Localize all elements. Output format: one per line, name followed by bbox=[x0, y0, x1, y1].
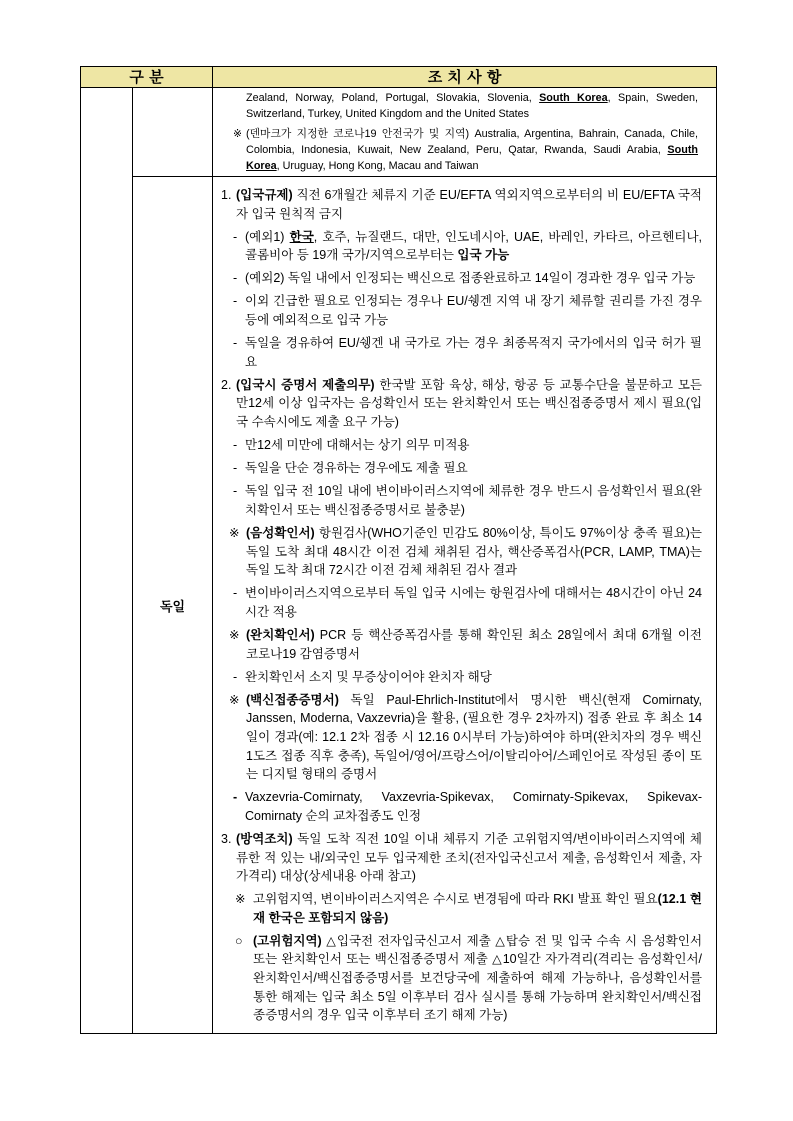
table-row bbox=[81, 88, 717, 177]
item-text bbox=[246, 626, 702, 663]
item-body: (예외2) 독일 내에서 인정되는 백신으로 접종완료하고 14일이 경과한 경우 입국 가능 bbox=[245, 271, 696, 286]
item-text: (덴마크가 지정한 코로나19 안전국가 및 지역) Australia, Argentina, Bahrain, Canada, Chile, Colombia, Indonesia, Kuwait, New Zealand, Peru, Qatar, Rwanda, Saudi Arabia, bbox=[246, 128, 699, 156]
list-marker: ※ bbox=[229, 692, 240, 707]
highlight-korea: South Korea bbox=[539, 92, 608, 104]
measures-cell bbox=[213, 177, 717, 1034]
list-marker: ※ bbox=[229, 526, 240, 540]
item-body: 변이바이러스지역으로부터 독일 입국 시에는 항원검사에 대해서는 48시간이 아닌 24시간 적용 bbox=[245, 586, 703, 619]
entry-restriction-item bbox=[221, 186, 702, 223]
item-text bbox=[246, 691, 702, 784]
item-text bbox=[245, 436, 702, 455]
region-cell bbox=[81, 88, 133, 1034]
item-emphasis: 입국 가능 bbox=[457, 248, 510, 263]
safe-country-list-paragraph bbox=[246, 90, 698, 122]
item-text: , Spain, Sweden, Switzerland, Turkey, United Kingdom and the United States bbox=[246, 92, 699, 120]
item-body: 직전 6개월간 체류지 기준 EU/EFTA 역외지역으로부터의 비 EU/EFTA 국적자 입국 원칙적 금지 bbox=[236, 188, 703, 221]
highlight-korea: 한국 bbox=[289, 229, 314, 244]
item-body: 항원검사(WHO기준인 민감도 80%이상, 특이도 97%이상 충족 필요)는 독일 도착 최대 48시간 이전 검체 채취된 검사, 핵산증폭검사(PCR, LAMP, TMA)는 독일 도착 최대 72시간 이전 검체 채취된 검사 결과 bbox=[246, 526, 703, 578]
item-text bbox=[245, 668, 702, 687]
item-heading: (방역조치) bbox=[236, 831, 293, 846]
denmark-safe-country-note bbox=[221, 126, 698, 174]
item-body: 이외 긴급한 필요로 인정되는 경우나 EU/쉥겐 지역 내 장기 체류할 권리를 가진 경우 등에 예외적으로 입국 가능 bbox=[245, 294, 703, 328]
list-marker: - bbox=[233, 271, 238, 286]
item-body: Vaxzevria-Comirnaty, Vaxzevria-Spikevax, Comirnaty-Spikevax, Spikevax-Comirnaty 순의 교차접종도 인정 bbox=[245, 790, 703, 823]
item-body: 독일 도착 직전 10일 이내 체류지 기준 고위험지역/변이바이러스지역에 체류한 적 있는 내/외국인 모두 입국제한 조치(전자입국신고서 제출, 음성확인서 제출, 자가격리) 대상(상세내용 아래 참고) bbox=[236, 831, 703, 884]
urgent-exception-item bbox=[221, 292, 702, 329]
item-body: 고위험지역, 변이바이러스지역은 수시로 변경됨에 따라 RKI 발표 확인 필요 bbox=[253, 892, 658, 907]
list-marker: - bbox=[233, 669, 238, 684]
list-marker: - bbox=[233, 438, 238, 453]
note-text bbox=[246, 126, 698, 174]
item-text bbox=[236, 830, 702, 886]
list-marker: - bbox=[233, 336, 238, 351]
item-text bbox=[245, 292, 702, 329]
item-heading: (입국규제) bbox=[236, 188, 293, 202]
list-marker: - bbox=[233, 294, 238, 309]
list-marker: - bbox=[233, 790, 238, 805]
exception-2-item bbox=[221, 269, 702, 288]
measures-cell-continued bbox=[213, 88, 717, 177]
item-text: Zealand, Norway, Poland, Portugal, Slovakia, Slovenia, bbox=[246, 92, 540, 104]
item-text bbox=[236, 186, 702, 223]
list-marker: - bbox=[233, 461, 238, 476]
item-text bbox=[245, 482, 702, 519]
recovery-certificate-note bbox=[221, 626, 702, 663]
vaccination-certificate-note bbox=[221, 691, 702, 784]
item-body: △입국전 전자입국신고서 제출 △탑승 전 및 입국 수속 시 음성확인서 또는 완치확인서 또는 백신접종증명서 제출 △10일간 자가격리(격리는 음성확인서/완치확인서/백신접종증명서를 보건당국에 제출하여 해제 가능하나, 음성확인서를 통한 해제는 입국 최소 5일 이후부터 검사 실시를 통해 가능하며 완치확인서/백신접종증명서의 경우 입국 이후부터 조기 해제 가능) bbox=[253, 933, 703, 1023]
highlight-korea: South Korea bbox=[246, 144, 699, 172]
item-body: 한국발 포함 육상, 해상, 항공 등 교통수단을 불문하고 모든 만12세 이상 입국자는 음성확인서 또는 완치확인서 또는 백신접종증명서 제시 필요(입국 수속시에도 제출 요구 가능) bbox=[236, 377, 703, 430]
item-body: PCR 등 핵산증폭검사를 통해 확인된 최소 28일에서 최대 6개월 이전 코로나19 감염증명서 bbox=[246, 627, 703, 661]
item-body: , 호주, 뉴질랜드, 대만, 인도네시아, UAE, 바레인, 카타르, 아르헨티나, 콜롬비아 등 19개 국가/지역으로부터는 bbox=[245, 229, 703, 263]
item-heading: (백신접종증명서) bbox=[246, 692, 339, 707]
item-text bbox=[246, 524, 702, 580]
item-text bbox=[253, 932, 702, 1025]
item-heading: (완치확인서) bbox=[246, 627, 315, 642]
measures-table bbox=[80, 66, 717, 1034]
item-emphasis: (12.1 현재 한국은 포함되지 않음) bbox=[253, 892, 703, 925]
certificate-obligation-item bbox=[221, 376, 702, 432]
table-row bbox=[81, 177, 717, 1034]
list-marker: - bbox=[233, 484, 238, 499]
exception-1-item bbox=[221, 228, 702, 265]
item-body: 독일 Paul-Ehrlich-Institut에서 명시한 백신(현재 Comirnaty, Janssen, Moderna, Vaxzevria)을 활용, (필요한 경우 2차까지) 접종 완료 후 최소 14일이 경과(예: 12.1 2차 접종 시 12.16 0시부터 가능)하여야 하며(완치자의 경우 백신 1도즈 접종 직후 충족), 독일어/영어/프랑스어/이탈리아어/스페인어로 작성된 종이 또는 디지털 형태의 증명서 bbox=[246, 692, 703, 782]
list-marker: 1. bbox=[221, 188, 232, 202]
list-marker: 3. bbox=[221, 831, 232, 846]
variant-antigen-item bbox=[221, 584, 702, 621]
high-risk-area-item bbox=[221, 932, 702, 1025]
list-marker: - bbox=[233, 229, 238, 244]
under-12-item bbox=[221, 436, 702, 455]
list-marker: ※ bbox=[233, 128, 243, 140]
list-marker: ○ bbox=[235, 933, 243, 948]
list-marker: 2. bbox=[221, 377, 232, 392]
item-text bbox=[245, 788, 702, 825]
quarantine-measures-item bbox=[221, 830, 702, 886]
item-text bbox=[236, 376, 702, 432]
item-text bbox=[245, 459, 702, 478]
item-body: 완치확인서 소지 및 무증상이어야 완치자 해당 bbox=[245, 669, 492, 684]
item-text: , Uruguay, Hong Kong, Macau and Taiwan bbox=[276, 160, 479, 172]
variant-area-item bbox=[221, 482, 702, 519]
item-body: 독일 입국 전 10일 내에 변이바이러스지역에 체류한 경우 반드시 음성확인서 필요(완치확인서 또는 백신접종증명서로 불충분) bbox=[245, 484, 703, 517]
mixed-vaccination-item bbox=[221, 788, 702, 825]
table-header-row bbox=[81, 67, 717, 88]
risk-area-note bbox=[221, 890, 702, 927]
list-marker: ※ bbox=[229, 627, 240, 642]
item-text bbox=[245, 228, 702, 265]
item-heading: (음성확인서) bbox=[246, 526, 315, 540]
item-body: (예외1) bbox=[245, 229, 290, 244]
country-cell: 독일 bbox=[133, 177, 213, 1034]
item-text bbox=[245, 584, 702, 621]
simple-transit-item bbox=[221, 459, 702, 478]
list-marker: ※ bbox=[235, 892, 246, 907]
country-cell-continued bbox=[133, 88, 213, 177]
list-marker: - bbox=[233, 586, 238, 601]
item-text bbox=[245, 269, 702, 288]
item-body: 만12세 미만에 대해서는 상기 의무 미적용 bbox=[245, 438, 470, 453]
item-heading: (입국시 증명서 제출의무) bbox=[236, 377, 375, 392]
transit-schengen-item bbox=[221, 334, 702, 371]
header-category: 구 분 bbox=[81, 67, 213, 88]
recovery-condition-item bbox=[221, 668, 702, 687]
item-heading: (고위험지역) bbox=[253, 933, 322, 948]
item-text bbox=[245, 334, 702, 371]
item-body: 독일을 단순 경유하는 경우에도 제출 필요 bbox=[245, 461, 468, 476]
item-body: 독일을 경유하여 EU/쉥겐 내 국가로 가는 경우 최종목적지 국가에서의 입국 허가 필요 bbox=[245, 336, 703, 369]
negative-test-note bbox=[221, 524, 702, 580]
header-measures: 조 치 사 항 bbox=[213, 67, 717, 88]
item-text bbox=[253, 890, 702, 927]
